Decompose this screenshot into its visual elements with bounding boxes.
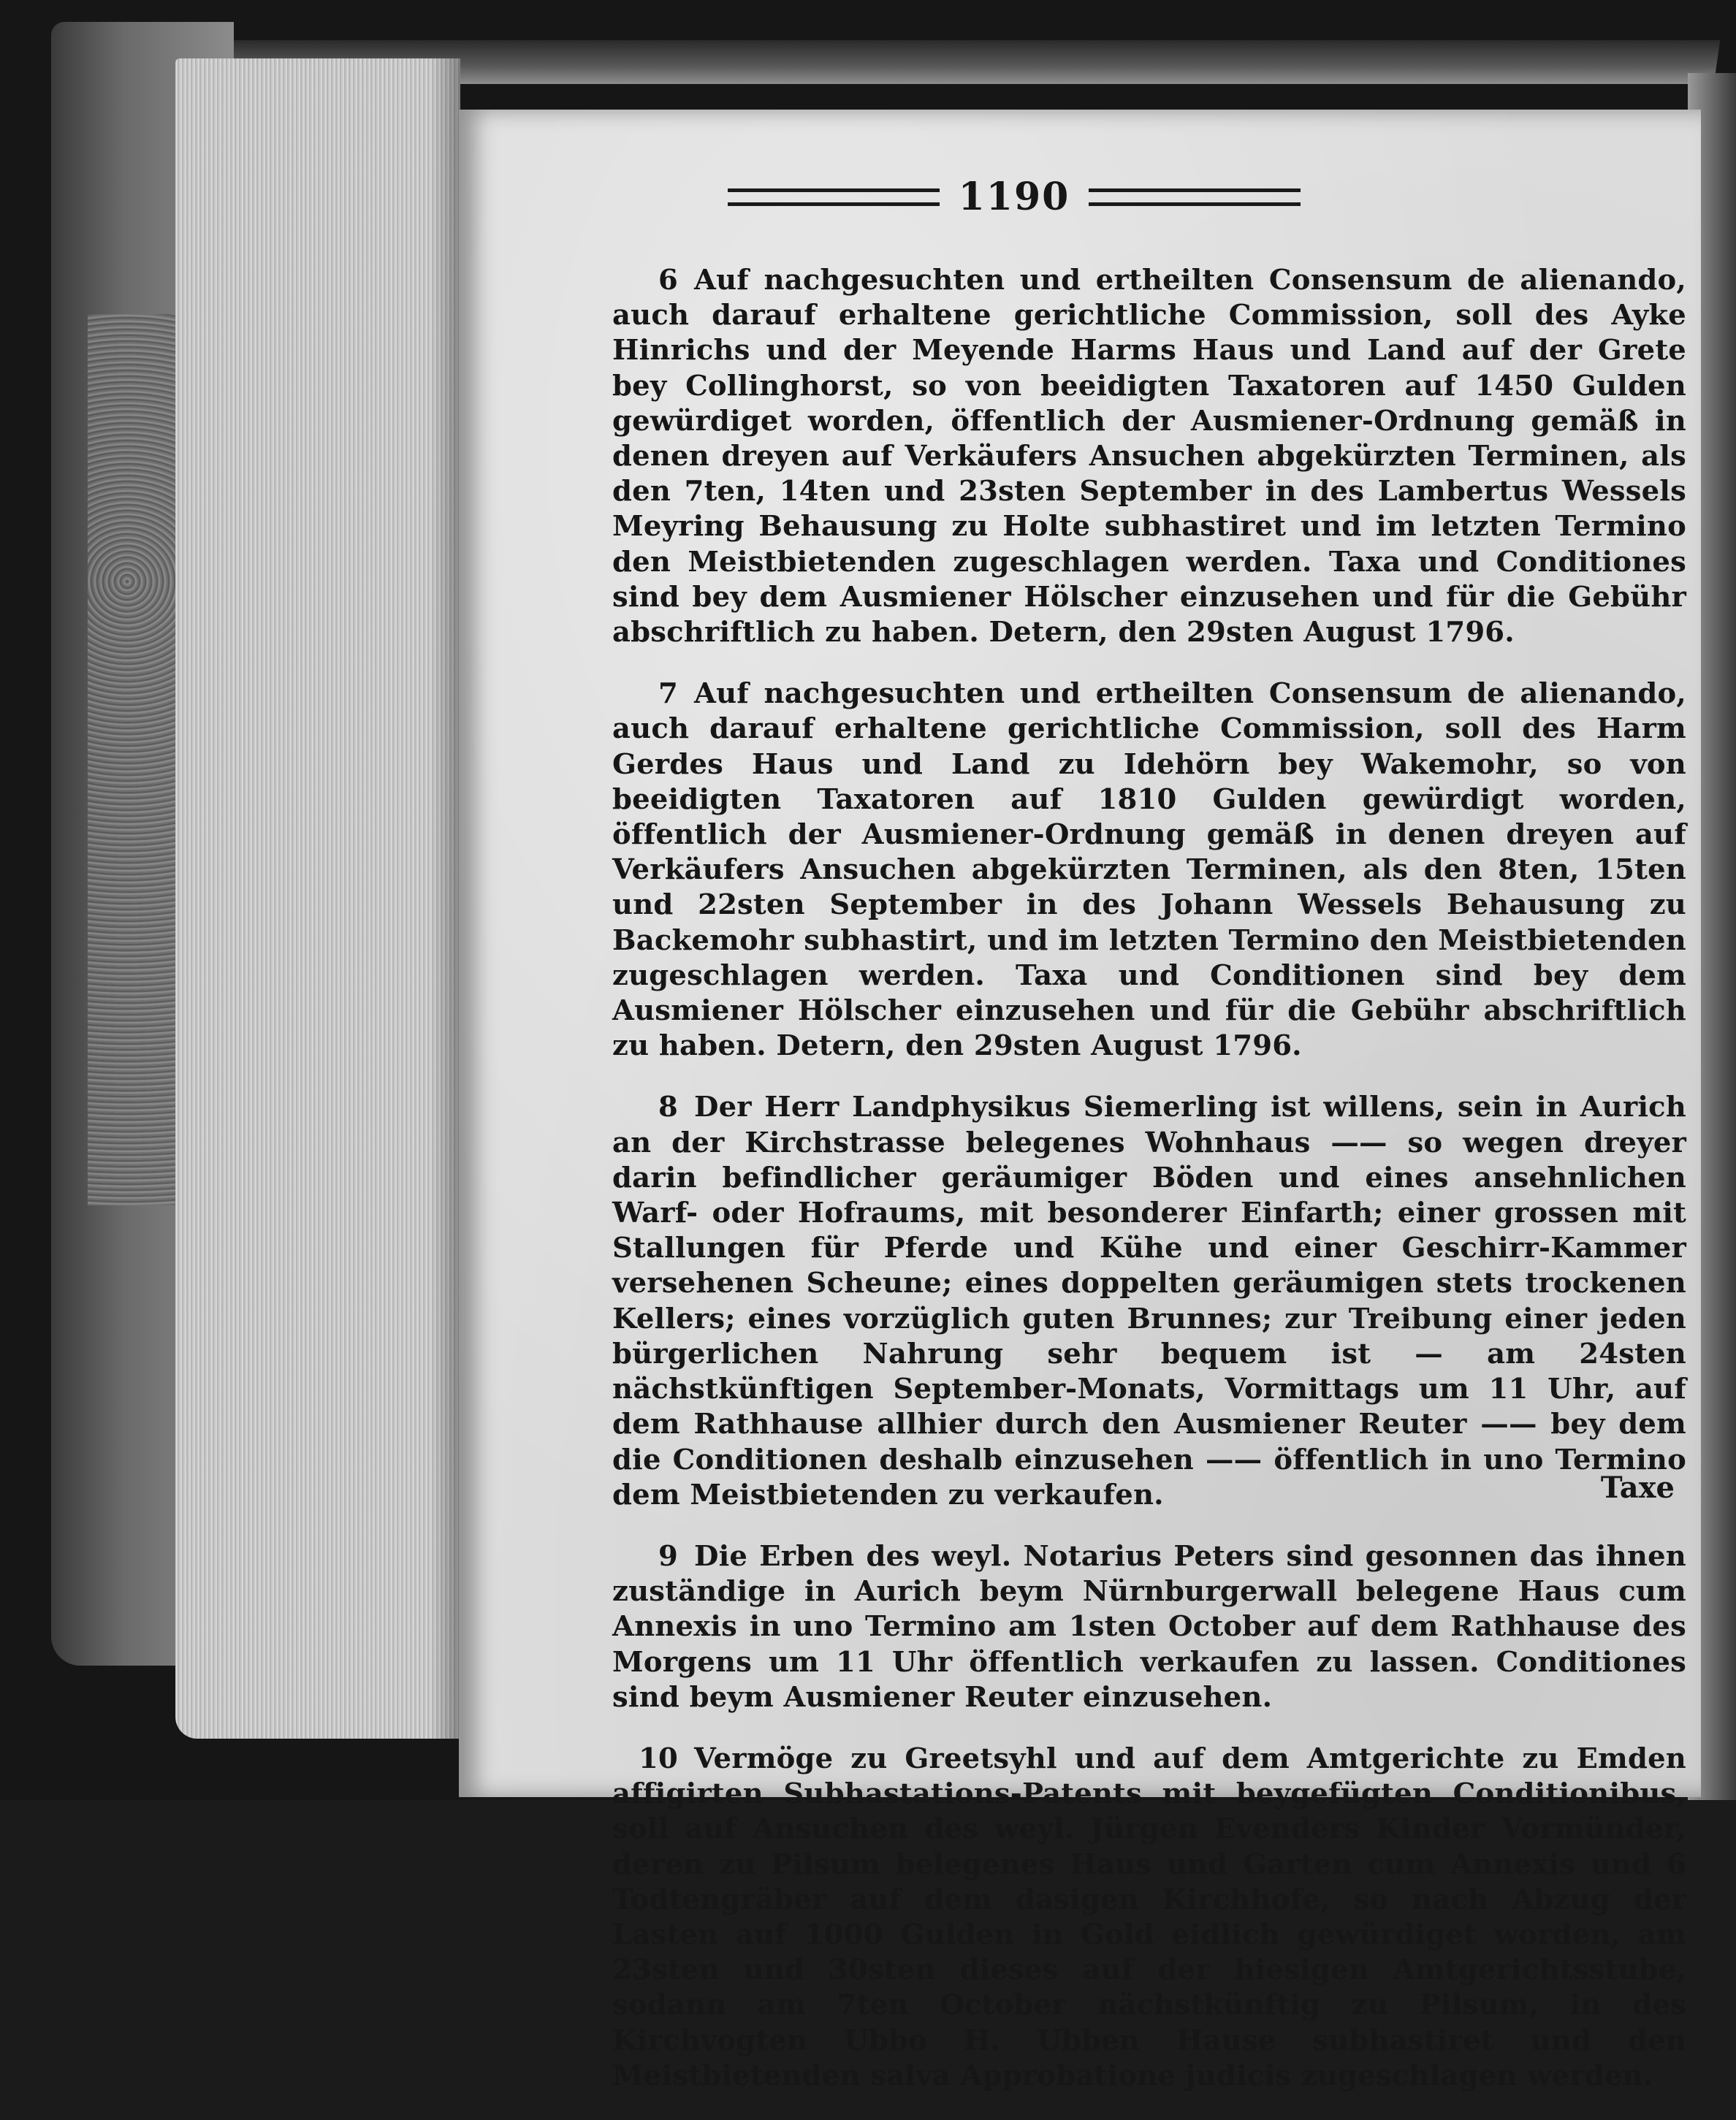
header-rule-left: [728, 188, 940, 206]
page-header: [612, 168, 1416, 226]
entry-text: Auf nachgesuchten und ertheilten Consensum de alienando, auch darauf erhaltene gerichtliche Commission, soll des Harm Gerdes Haus und Land zu Idehörn bey Wakemohr, so von beeidigten Taxatoren auf 1810 Gulden gewürdigt worden, öffentlich der Ausmiener-Ordnung gemäß in denen dreyen auf Verkäufers Ansuchen abgekürzten Terminen, als den 8ten, 15ten und 22sten September in des Johann Wessels Behausung zu Backemohr subhastirt, und im letzten Termino den Meistbietenden zugeschlagen werden. Taxa und Conditionen sind bey dem Ausmiener Hölscher einzusehen und für die Gebühr abschriftlich zu haben. Detern, den 29sten August 1796.: [612, 677, 1686, 1063]
page-number: 1190: [958, 174, 1070, 219]
entry-number: 10: [639, 1742, 678, 1775]
entry-number: 6: [658, 264, 678, 297]
entry-text: Auf nachgesuchten und ertheilten Consensum de alienando, auch darauf erhaltene gerichtliche Commission, soll des Ayke Hinrichs und der Meyende Harms Haus und Land auf der Grete bey Collinghorst, so von beeidigten Taxatoren auf 1450 Gulden gewürdiget worden, öffentlich der Ausmiener-Ordnung gemäß in denen dreyen auf Verkäufers Ansuchen abgekürzten Terminen, als den 7ten, 14ten und 23sten September in des Lambertus Wessels Meyring Behausung zu Holte subhastiret und im letzten Termino den Meistbietenden zugeschlagen werden. Taxa und Conditiones sind bey dem Ausmiener Hölscher einzusehen und für die Gebühr abschriftlich zu haben. Detern, den 29sten August 1796.: [612, 264, 1686, 649]
entry-number: 7: [658, 677, 678, 711]
entry-number: 9: [658, 1539, 678, 1573]
notice-entry: [612, 1539, 1686, 1715]
entry-text: Die Erben des weyl. Notarius Peters sind gesonnen das ihnen zuständige in Aurich beym Nürnburgerwall belegene Haus cum Annexis in uno Termino am 1sten October auf dem Rathhause des Morgens um 11 Uhr öffentlich verkaufen zu lassen. Conditiones sind beym Ausmiener Reuter einzusehen.: [612, 1539, 1686, 1714]
notice-entry: [612, 1742, 1686, 2094]
catchword: Taxe: [1600, 1471, 1675, 1505]
entry-text: Vermöge zu Greetsyhl und auf dem Amtgerichte zu Emden affigirten Subhastations-Patents mit beygefügten Conditionibus, soll auf Ansuchen des weyl. Jürgen Evenders Kinder Vormünder, deren zu Pilsum belegenes Haus und Garten cum Annexis und 6 Todtengräber auf dem dasigen Kirchhofe, so nach Abzug der Lasten auf 1000 Gulden in Gold eidlich gewürdiget worden, am 23sten und 30sten dieses auf der hiesigen Amtgerichtsstube, sodann am 7ten October nächstkünftig zu Pilsum, in des Kirchvogten Ubbo H. Ubben Hause subhastiret und den Meistbietenden salva Approbatione judicis zugeschlagen werden.: [612, 1742, 1686, 2092]
notice-entry: [612, 263, 1686, 650]
entry-number: 8: [658, 1091, 678, 1124]
entry-text: Der Herr Landphysikus Siemerling ist willens, sein in Aurich an der Kirchstrasse belegenes Wohnhaus —— so wegen dreyer darin befindlicher geräumiger Böden und eines ansehnlichen Warf- oder Hofraums, mit besonderer Einfarth; einer grossen mit Stallungen für Pferde und Kühe und einer Geschirr-Kammer versehenen Scheune; eines doppelten geräumigen stets trockenen Kellers; eines vorzüglich guten Brunnes; zur Treibung einer jeden bürgerlichen Nahrung sehr bequem ist — am 24sten nächstkünftigen September-Monats, Vormittags um 11 Uhr, auf dem Rathhause allhier durch den Ausmiener Reuter —— bey dem die Conditionen deshalb einzusehen —— öffentlich in uno Termino dem Meistbietenden zu verkaufen.: [612, 1091, 1686, 1511]
header-rule-right: [1089, 188, 1301, 206]
page-edges: [175, 58, 460, 1739]
page-text-block: [612, 168, 1686, 2120]
notice-entry: [612, 1090, 1686, 1512]
notice-entry: [612, 676, 1686, 1064]
printed-page: [459, 110, 1701, 2092]
